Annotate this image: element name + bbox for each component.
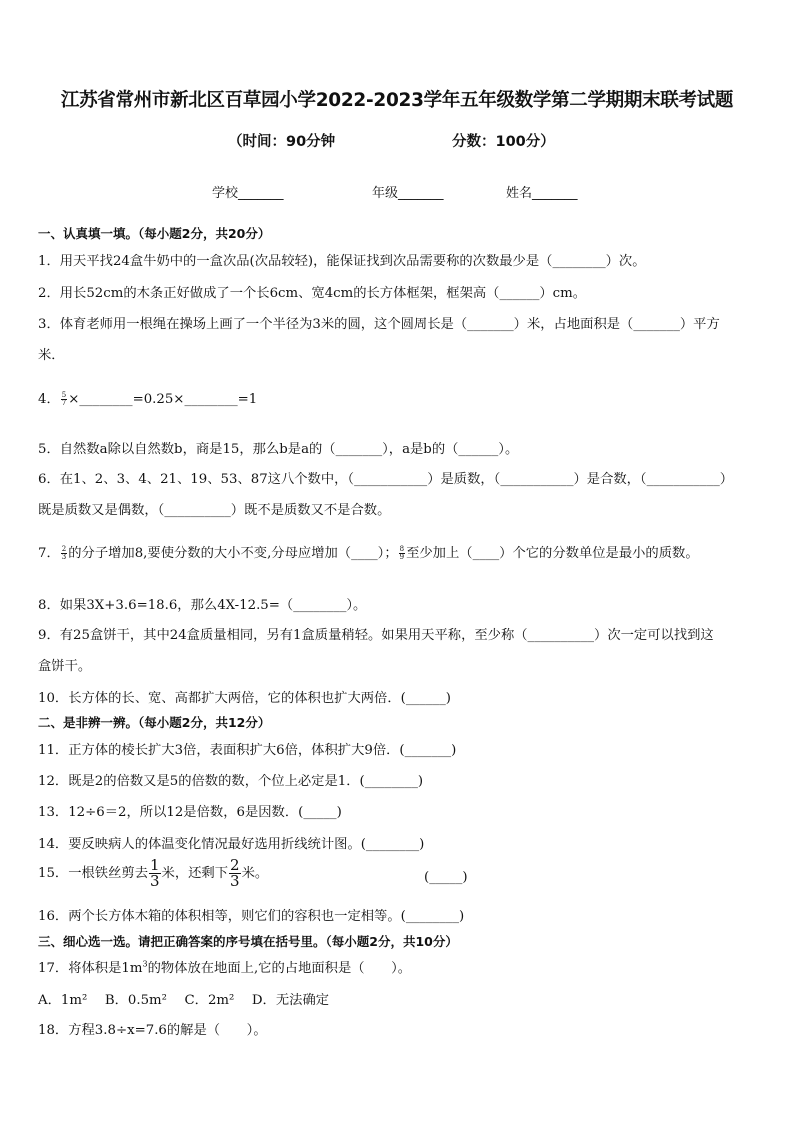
question-15-text-1: 15．一根铁丝剪去: [38, 866, 148, 881]
question-7-text-1: 的分子增加8,要使分数的大小不变,分母应增加（____）；: [68, 546, 398, 561]
question-13: 13．12÷6＝2，所以12是倍数，6是因数．(_____): [38, 805, 342, 820]
section-heading-1: 一、认真填一填。（每小题2分，共20分）: [38, 226, 271, 241]
question-10: 10．长方体的长、宽、高都扩大两倍，它的体积也扩大两倍．(______): [38, 691, 451, 706]
question-15-answer-blank: (_____): [424, 870, 468, 885]
question-12: 12．既是2的倍数又是5的倍数的数，个位上必定是1．(________): [38, 774, 424, 789]
question-4-fraction: $\frac{5}{7}$: [61, 391, 67, 407]
question-5: 5．自然数a除以自然数b，商是15，那么b是a的（_______），a是b的（______）。: [38, 442, 519, 457]
question-7: [38, 542, 699, 561]
question-11: 11．正方体的棱长扩大3倍，表面积扩大6倍，体积扩大9倍．(_______): [38, 743, 457, 758]
question-2: 2．用长52cm的木条正好做成了一个长6cm、宽4cm的长方体框架，框架高（______）cm。: [38, 286, 587, 301]
question-8: 8．如果3X+3.6=18.6，那么4X-12.5=（________）。: [38, 598, 367, 613]
question-9-line-2: 盒饼干。: [38, 659, 92, 674]
question-17-superscript: 3: [142, 959, 148, 969]
question-17-text-1: 17．将体积是1m: [38, 961, 143, 976]
page-title: 江苏省常州市新北区百草园小学2022-2023学年五年级数学第二学期期末联考试题: [60, 90, 734, 111]
question-7-fraction-1: $\frac{2}{3}$: [61, 545, 67, 561]
question-7-number: 7．: [38, 546, 60, 561]
question-15-fraction-2: $\frac{2}{3}$: [230, 856, 240, 890]
question-4-number: 4．: [38, 392, 60, 407]
question-3-line-2: 米．: [38, 348, 65, 363]
question-4: [38, 388, 257, 407]
question-17-options: A．1m² B．0.5m² C．2m² D．无法确定: [38, 993, 330, 1008]
question-4-text: ×________=0.25×________=1: [68, 392, 258, 407]
question-9-line-1: 9．有25盒饼干，其中24盒质量相同，另有1盒质量稍轻。如果用天平称，至少称（__________）次一定可以找到这: [38, 628, 714, 643]
exam-time: （时间：90分钟: [228, 134, 336, 150]
question-3-line-1: 3．体育老师用一根绳在操场上画了一个半径为3米的圆，这个圆周长是（_______）米，占地面积是（_______）平方: [38, 317, 720, 332]
question-15-text-3: 米。: [241, 866, 269, 881]
grade-field: 年级_______: [372, 186, 444, 201]
question-6-line-1: 6．在1、2、3、4、21、19、53、87这八个数中，（___________）是质数，（___________）是合数，（___________）: [38, 472, 734, 487]
question-15-fraction-1: $\frac{1}{3}$: [150, 856, 160, 890]
question-15-text-2: 米，还剩下: [161, 866, 229, 881]
section-heading-2: 二、是非辨一辨。（每小题2分，共12分）: [38, 715, 271, 730]
question-18: 18．方程3.8÷x=7.6的解是（ ）。: [38, 1023, 267, 1038]
question-17-text-2: 的物体放在地面上,它的占地面积是（ ）。: [147, 961, 412, 976]
question-6-line-2: 既是质数又是偶数，（__________）既不是质数又不是合数。: [38, 503, 391, 518]
question-7-text-2: 至少加上（____）个它的分数单位是最小的质数。: [406, 546, 699, 561]
question-17: [38, 957, 411, 976]
section-heading-3: 三、细心选一选。请把正确答案的序号填在括号里。（每小题2分，共10分）: [38, 934, 458, 949]
question-14: 14．要反映病人的体温变化情况最好选用折线统计图。(________): [38, 837, 425, 852]
question-15: [38, 858, 268, 889]
name-field: 姓名_______: [506, 186, 578, 201]
exam-score: 分数：100分）: [452, 134, 555, 150]
school-field: 学校_______: [212, 186, 284, 201]
question-7-fraction-2: $\frac{8}{9}$: [399, 545, 405, 561]
question-1: 1．用天平找24盒牛奶中的一盒次品(次品较轻)，能保证找到次品需要称的次数最少是（________）次。: [38, 254, 646, 269]
question-16: 16．两个长方体木箱的体积相等，则它们的容积也一定相等。(________): [38, 909, 465, 924]
